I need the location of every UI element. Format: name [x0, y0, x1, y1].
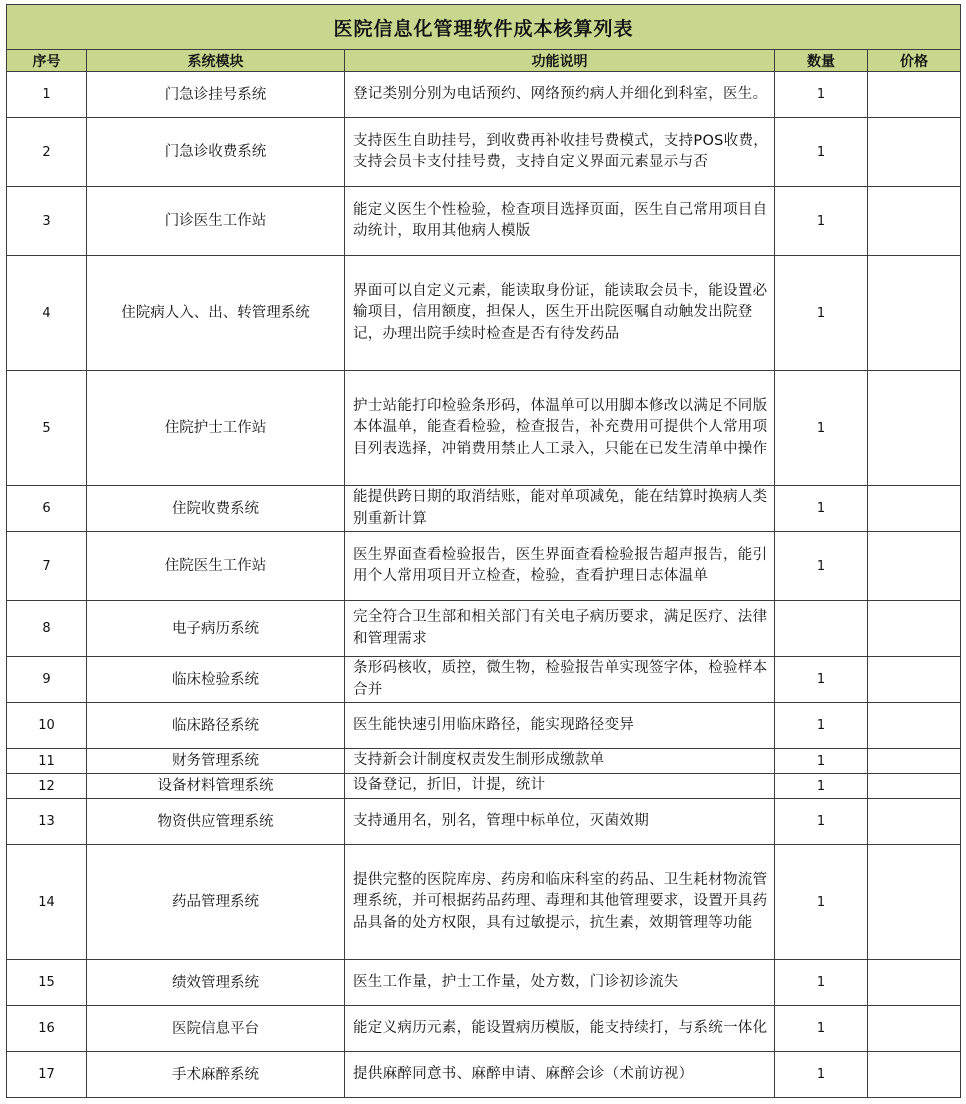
row-quantity: 1	[775, 774, 868, 799]
row-description: 护士站能打印检验条形码，体温单可以用脚本修改以满足不同版本体温单，能查看检验，检查报告，补充费用可提供个人常用项目列表选择，冲销费用禁止人工录入，只能在已发生清单中操作	[345, 371, 775, 486]
row-quantity: 1	[775, 1006, 868, 1052]
row-quantity: 1	[775, 371, 868, 486]
row-price	[868, 774, 961, 799]
table-row	[7, 774, 961, 799]
row-description: 提供完整的医院库房、药房和临床科室的药品、卫生耗材物流管理系统，并可根据药品药理、毒理和其他管理要求，设置开具药品具备的处方权限，具有过敏提示，抗生素，效期管理等功能	[345, 845, 775, 960]
row-quantity: 1	[775, 657, 868, 703]
row-module: 临床检验系统	[87, 657, 345, 703]
row-price	[868, 1052, 961, 1098]
header-row	[7, 50, 961, 72]
row-price	[868, 601, 961, 657]
table-row	[7, 256, 961, 371]
row-number: 8	[7, 601, 87, 657]
row-description: 支持新会计制度权责发生制形成缴款单	[345, 749, 775, 774]
row-quantity: 1	[775, 72, 868, 118]
table-row	[7, 799, 961, 845]
row-price	[868, 118, 961, 187]
row-number: 12	[7, 774, 87, 799]
row-number: 1	[7, 72, 87, 118]
row-module: 住院病人入、出、转管理系统	[87, 256, 345, 371]
header-module: 系统模块	[87, 50, 345, 72]
row-description: 能定义医生个性检验，检查项目选择页面，医生自己常用项目自动统计，取用其他病人模版	[345, 187, 775, 256]
row-quantity: 1	[775, 1052, 868, 1098]
row-description: 完全符合卫生部和相关部门有关电子病历要求，满足医疗、法律和管理需求	[345, 601, 775, 657]
row-quantity: 1	[775, 960, 868, 1006]
table-row	[7, 601, 961, 657]
row-module: 绩效管理系统	[87, 960, 345, 1006]
row-number: 5	[7, 371, 87, 486]
row-description: 医生工作量，护士工作量，处方数，门诊初诊流失	[345, 960, 775, 1006]
row-quantity	[775, 601, 868, 657]
row-number: 9	[7, 657, 87, 703]
row-module: 门诊医生工作站	[87, 187, 345, 256]
row-price	[868, 799, 961, 845]
row-number: 16	[7, 1006, 87, 1052]
row-module: 手术麻醉系统	[87, 1052, 345, 1098]
row-price	[868, 749, 961, 774]
row-description: 能提供跨日期的取消结账，能对单项减免，能在结算时换病人类别重新计算	[345, 486, 775, 532]
row-module: 医院信息平台	[87, 1006, 345, 1052]
row-number: 10	[7, 703, 87, 749]
header-price: 价格	[868, 50, 961, 72]
row-price	[868, 72, 961, 118]
row-quantity: 1	[775, 256, 868, 371]
table-row	[7, 118, 961, 187]
row-price	[868, 187, 961, 256]
row-module: 设备材料管理系统	[87, 774, 345, 799]
row-price	[868, 703, 961, 749]
table-row	[7, 1006, 961, 1052]
row-quantity: 1	[775, 187, 868, 256]
row-quantity: 1	[775, 703, 868, 749]
header-desc: 功能说明	[345, 50, 775, 72]
table-row	[7, 845, 961, 960]
row-description: 条形码核收，质控，微生物，检验报告单实现签字体，检验样本合并	[345, 657, 775, 703]
row-module: 财务管理系统	[87, 749, 345, 774]
header-qty: 数量	[775, 50, 868, 72]
table-row	[7, 749, 961, 774]
row-description: 设备登记，折旧，计提，统计	[345, 774, 775, 799]
row-description: 登记类别分别为电话预约、网络预约病人并细化到科室，医生。	[345, 72, 775, 118]
row-number: 13	[7, 799, 87, 845]
table-title: 医院信息化管理软件成本核算列表	[7, 5, 961, 50]
row-quantity: 1	[775, 532, 868, 601]
row-description: 支持医生自助挂号，到收费再补收挂号费模式，支持POS收费，支持会员卡支付挂号费，支持自定义界面元素显示与否	[345, 118, 775, 187]
row-number: 11	[7, 749, 87, 774]
row-module: 住院医生工作站	[87, 532, 345, 601]
row-description: 支持通用名，别名，管理中标单位，灭菌效期	[345, 799, 775, 845]
row-number: 3	[7, 187, 87, 256]
table-row	[7, 187, 961, 256]
row-price	[868, 657, 961, 703]
row-number: 4	[7, 256, 87, 371]
table-row	[7, 703, 961, 749]
table-row	[7, 371, 961, 486]
row-description: 医生界面查看检验报告，医生界面查看检验报告超声报告，能引用个人常用项目开立检查，检验，查看护理日志体温单	[345, 532, 775, 601]
row-price	[868, 845, 961, 960]
table-row	[7, 72, 961, 118]
row-price	[868, 1006, 961, 1052]
table-row	[7, 1052, 961, 1098]
row-number: 7	[7, 532, 87, 601]
row-price	[868, 486, 961, 532]
row-price	[868, 256, 961, 371]
row-description: 提供麻醉同意书、麻醉申请、麻醉会诊（术前访视）	[345, 1052, 775, 1098]
row-module: 物资供应管理系统	[87, 799, 345, 845]
table-row	[7, 486, 961, 532]
row-number: 6	[7, 486, 87, 532]
row-quantity: 1	[775, 486, 868, 532]
row-price	[868, 532, 961, 601]
row-number: 15	[7, 960, 87, 1006]
row-price	[868, 371, 961, 486]
row-quantity: 1	[775, 749, 868, 774]
cost-table	[6, 4, 961, 1098]
row-module: 门急诊收费系统	[87, 118, 345, 187]
table-row	[7, 960, 961, 1006]
row-quantity: 1	[775, 845, 868, 960]
row-module: 住院护士工作站	[87, 371, 345, 486]
row-module: 电子病历系统	[87, 601, 345, 657]
row-price	[868, 960, 961, 1006]
table-row	[7, 657, 961, 703]
row-number: 17	[7, 1052, 87, 1098]
cost-table-sheet	[6, 4, 960, 1098]
row-module: 住院收费系统	[87, 486, 345, 532]
row-module: 门急诊挂号系统	[87, 72, 345, 118]
row-module: 药品管理系统	[87, 845, 345, 960]
row-description: 医生能快速引用临床路径，能实现路径变异	[345, 703, 775, 749]
row-description: 能定义病历元素，能设置病历模版，能支持续打，与系统一体化	[345, 1006, 775, 1052]
row-number: 14	[7, 845, 87, 960]
row-module: 临床路径系统	[87, 703, 345, 749]
row-quantity: 1	[775, 799, 868, 845]
row-number: 2	[7, 118, 87, 187]
table-row	[7, 532, 961, 601]
row-quantity: 1	[775, 118, 868, 187]
row-description: 界面可以自定义元素，能读取身份证，能读取会员卡，能设置必输项目，信用额度，担保人，医生开出院医嘱自动触发出院登记，办理出院手续时检查是否有待发药品	[345, 256, 775, 371]
header-no: 序号	[7, 50, 87, 72]
